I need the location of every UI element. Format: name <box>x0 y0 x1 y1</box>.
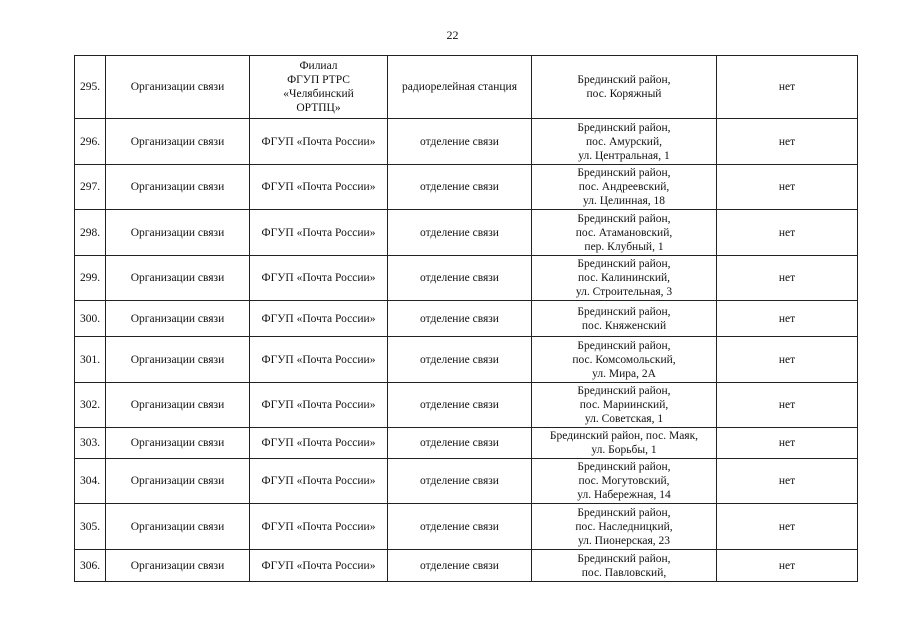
category-cell: Организации связи <box>106 119 250 165</box>
table-row <box>75 210 858 256</box>
category-cell: Организации связи <box>106 210 250 256</box>
organization-cell-line: ФГУП «Почта России» <box>261 272 376 284</box>
row-number: 300. <box>75 301 106 337</box>
facility-type-cell: отделение связи <box>388 337 532 383</box>
facility-type-cell: отделение связи <box>388 459 532 504</box>
organization-cell <box>250 550 388 582</box>
table-row <box>75 459 858 504</box>
address-cell-line: Брединский район, <box>577 212 671 225</box>
category-cell: Организации связи <box>106 165 250 210</box>
table-row <box>75 550 858 582</box>
address-cell-line: Брединский район, <box>577 461 671 473</box>
facility-type-cell: отделение связи <box>388 256 532 301</box>
category-cell: Организации связи <box>106 383 250 428</box>
organization-cell-line: ФГУП «Почта России» <box>261 520 376 533</box>
address-cell-line: пос. Наследницкий, <box>575 520 673 533</box>
organization-cell-line: ФГУП «Почта России» <box>261 135 376 148</box>
organization-cell-line: ФГУП РТРС <box>287 74 350 86</box>
address-cell-line: Брединский район, <box>577 552 671 565</box>
value-cell: нет <box>717 428 858 459</box>
organization-cell <box>250 119 388 165</box>
address-cell-line: Брединский район, <box>577 258 671 270</box>
address-cell-line: ул. Центральная, 1 <box>578 149 670 162</box>
organization-cell-line: ФГУП «Почта России» <box>261 399 376 411</box>
address-cell <box>532 504 717 550</box>
row-number: 305. <box>75 504 106 550</box>
address-cell-line: ул. Мира, 2А <box>592 367 656 380</box>
address-cell <box>532 165 717 210</box>
value-cell: нет <box>717 337 858 383</box>
value-cell: нет <box>717 256 858 301</box>
organization-cell <box>250 428 388 459</box>
organization-cell-line: ФГУП «Почта России» <box>261 226 376 239</box>
table-row <box>75 119 858 165</box>
row-number: 306. <box>75 550 106 582</box>
organization-cell-line: ФГУП «Почта России» <box>261 437 376 449</box>
address-cell-line: Брединский район, <box>577 339 671 352</box>
facility-type-cell: отделение связи <box>388 428 532 459</box>
value-cell: нет <box>717 459 858 504</box>
organization-cell-line: ФГУП «Почта России» <box>261 312 376 325</box>
category-cell: Организации связи <box>106 337 250 383</box>
table-row <box>75 165 858 210</box>
address-cell <box>532 119 717 165</box>
facility-type-cell: отделение связи <box>388 165 532 210</box>
address-cell-line: пос. Павловский, <box>581 566 667 579</box>
category-cell: Организации связи <box>106 459 250 504</box>
facility-type-cell: отделение связи <box>388 504 532 550</box>
facility-type-cell: отделение связи <box>388 210 532 256</box>
address-cell-line: Брединский район, <box>577 121 671 134</box>
address-cell <box>532 383 717 428</box>
category-cell: Организации связи <box>106 550 250 582</box>
row-number: 303. <box>75 428 106 459</box>
address-cell <box>532 337 717 383</box>
organization-cell-line: ФГУП «Почта России» <box>261 181 376 193</box>
value-cell: нет <box>717 56 858 119</box>
table-row <box>75 504 858 550</box>
address-cell <box>532 459 717 504</box>
organization-cell <box>250 256 388 301</box>
category-cell: Организации связи <box>106 428 250 459</box>
organization-cell <box>250 459 388 504</box>
value-cell: нет <box>717 210 858 256</box>
address-cell-line: пос. Княженский <box>581 319 667 332</box>
row-number: 304. <box>75 459 106 504</box>
page-number: 22 <box>446 28 459 42</box>
address-cell <box>532 428 717 459</box>
address-cell-line: ул. Целинная, 18 <box>583 195 665 207</box>
address-cell <box>532 56 717 119</box>
category-cell: Организации связи <box>106 256 250 301</box>
value-cell: нет <box>717 383 858 428</box>
address-cell-line: ул. Строительная, 3 <box>575 286 673 298</box>
value-cell: нет <box>717 119 858 165</box>
organization-cell <box>250 165 388 210</box>
table-row <box>75 56 858 119</box>
value-cell: нет <box>717 504 858 550</box>
address-cell-line: пос. Могутовский, <box>578 475 670 487</box>
address-cell <box>532 210 717 256</box>
table-row <box>75 383 858 428</box>
table-row <box>75 256 858 301</box>
table-row <box>75 301 858 337</box>
facility-type-cell: отделение связи <box>388 383 532 428</box>
category-cell: Организации связи <box>106 301 250 337</box>
organization-cell <box>250 56 388 119</box>
address-cell <box>532 550 717 582</box>
address-cell-line: пос. Амурский, <box>585 135 662 148</box>
address-cell-line: Брединский район, <box>577 506 671 519</box>
address-cell-line: Брединский район, <box>577 74 671 86</box>
organization-cell <box>250 210 388 256</box>
organization-cell-line: ФГУП «Почта России» <box>261 559 376 572</box>
address-cell-line: Брединский район, <box>577 305 671 318</box>
address-cell-line: пос. Калининский, <box>578 272 670 284</box>
address-cell-line: пос. Комсомольский, <box>572 353 676 366</box>
organization-cell <box>250 383 388 428</box>
address-cell-line: пос. Андреевский, <box>578 181 670 193</box>
organization-cell-line: ФГУП «Почта России» <box>261 475 376 487</box>
organization-cell-line: Филиал <box>299 60 338 72</box>
row-number: 297. <box>75 165 106 210</box>
row-number: 295. <box>75 56 106 119</box>
row-number: 301. <box>75 337 106 383</box>
row-number: 299. <box>75 256 106 301</box>
address-cell <box>532 256 717 301</box>
address-cell-line: ул. Пионерская, 23 <box>577 534 671 547</box>
address-cell-line: пер. Клубный, 1 <box>584 240 664 253</box>
address-cell-line: ул. Набережная, 14 <box>577 489 671 501</box>
address-cell-line: пос. Атамановский, <box>575 226 673 239</box>
address-cell-line: Брединский район, пос. Маяк, <box>549 430 699 442</box>
organization-cell-line: ОРТПЦ» <box>296 102 341 114</box>
facility-type-cell: отделение связи <box>388 550 532 582</box>
address-cell-line: ул. Борьбы, 1 <box>591 444 657 456</box>
address-cell <box>532 301 717 337</box>
facility-type-cell: отделение связи <box>388 119 532 165</box>
value-cell: нет <box>717 550 858 582</box>
category-cell: Организации связи <box>106 504 250 550</box>
organization-cell <box>250 504 388 550</box>
address-cell-line: пос. Коряжный <box>586 88 662 100</box>
facility-type-cell: радиорелейная станция <box>388 56 532 119</box>
registry-table <box>74 55 858 582</box>
row-number: 302. <box>75 383 106 428</box>
address-cell-line: ул. Советская, 1 <box>584 413 664 425</box>
address-cell-line: пос. Мариинский, <box>579 399 669 411</box>
organization-cell <box>250 337 388 383</box>
address-cell-line: Брединский район, <box>577 385 671 397</box>
registry-table-body <box>75 56 858 582</box>
category-cell: Организации связи <box>106 56 250 119</box>
organization-cell-line: ФГУП «Почта России» <box>261 353 376 366</box>
value-cell: нет <box>717 301 858 337</box>
address-cell-line: Брединский район, <box>577 167 671 179</box>
row-number: 296. <box>75 119 106 165</box>
facility-type-cell: отделение связи <box>388 301 532 337</box>
organization-cell-line: «Челябинский <box>283 88 354 100</box>
organization-cell <box>250 301 388 337</box>
value-cell: нет <box>717 165 858 210</box>
table-row <box>75 337 858 383</box>
table-row <box>75 428 858 459</box>
row-number: 298. <box>75 210 106 256</box>
